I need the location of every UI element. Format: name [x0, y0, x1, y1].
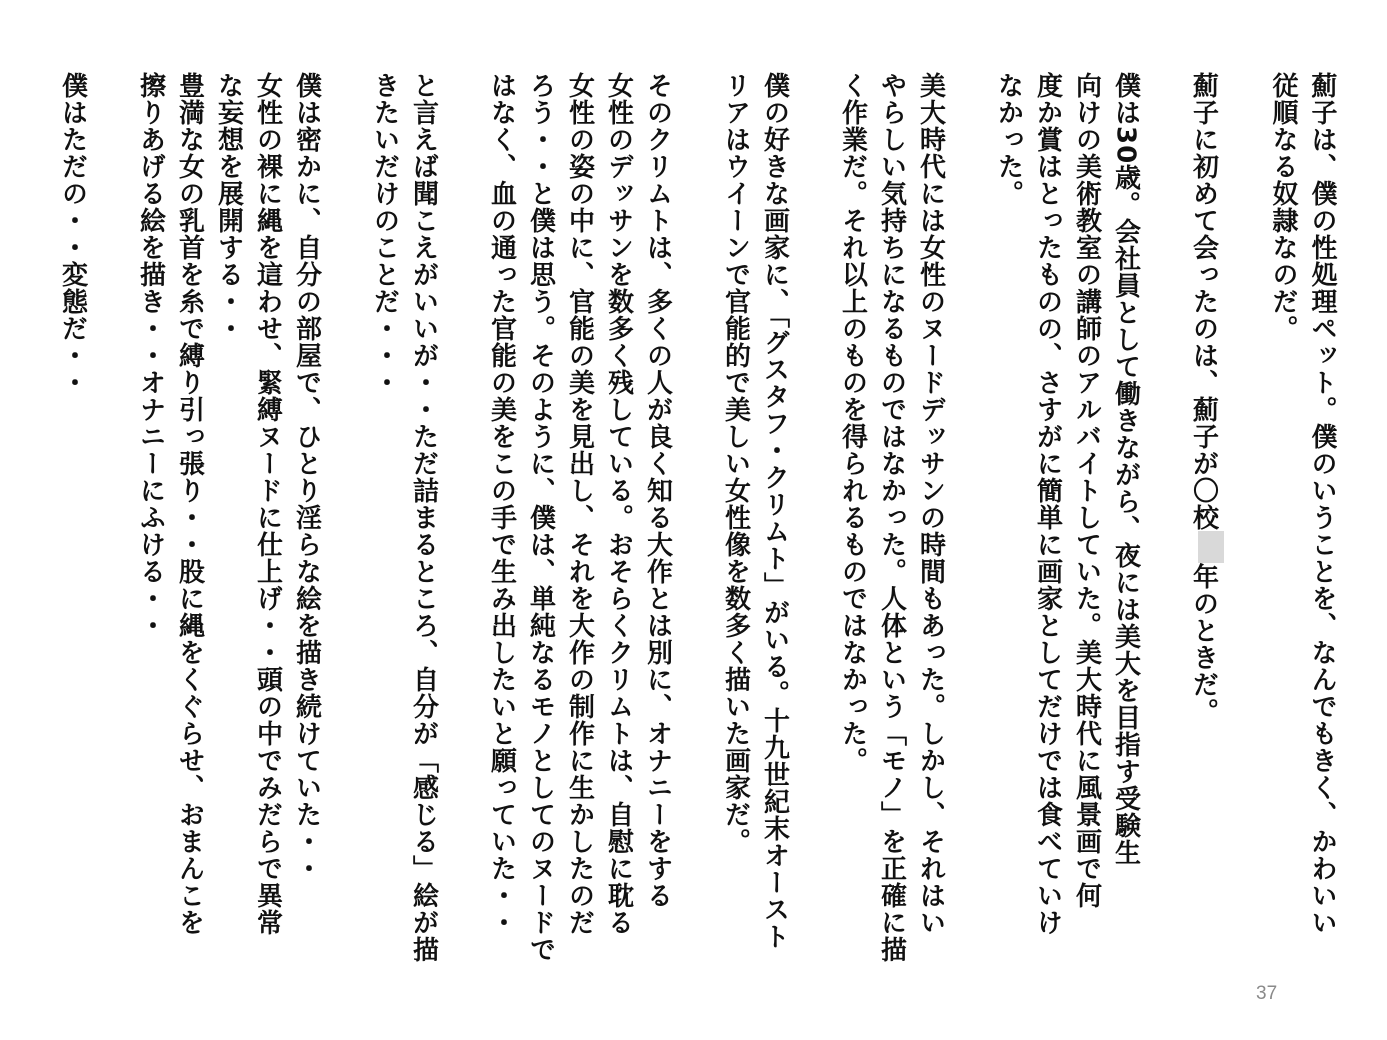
paragraph-4: [833, 72, 950, 1002]
text-line: はなく、血の通った官能の美をこの手で生み出したいと願っていた・・: [486, 72, 517, 936]
text-line: な妄想を展開する・・: [213, 72, 244, 342]
blank-line: [1145, 72, 1184, 1002]
text-line: く作業だ。それ以上のものを得られるものではなかった。: [837, 72, 868, 774]
text-line: 豊満な女の乳首を糸で縛り引っ張り・・股に縄をくぐらせ、おまんこを: [174, 72, 205, 936]
paragraph-7: [365, 72, 443, 1002]
text-line: リアはウイーンで官能的で美しい女性像を数多く描いた画家だ。: [720, 72, 751, 855]
text-line: やらしい気持ちになるものではなかった。人体という「モノ」を正確に描: [876, 72, 907, 963]
paragraph-1: [1263, 72, 1341, 1002]
paragraph-8: [131, 72, 326, 1002]
blank-line: [443, 72, 482, 1002]
text-line: なかった。: [993, 72, 1024, 207]
text-line: 擦りあげる絵を描き・・オナニーにふける・・: [135, 72, 166, 639]
text-line: 女性の姿の中に、官能の美を見出し、それを大作の制作に生かしたのだ: [564, 72, 595, 936]
text-line: 向けの美術教室の講師のアルバイトしていた。美大時代に風景画で何: [1071, 72, 1102, 909]
blank-line: [1224, 72, 1263, 1002]
blank-line: [794, 72, 833, 1002]
blank-line: [326, 72, 365, 1002]
blank-line: [92, 72, 131, 1002]
paragraph-5: [716, 72, 794, 1002]
paragraph-3: [989, 72, 1145, 1002]
blank-line: [950, 72, 989, 1002]
text-line: ろう・・と僕は思う。そのように、僕は、単純なるモノとしてのヌードで: [525, 72, 556, 963]
text-line: 美大時代には女性のヌードデッサンの時間もあった。しかし、それはい: [915, 72, 946, 936]
text-line: 僕は密かに、自分の部屋で、ひとり淫らな絵を描き続けていた・・: [291, 72, 322, 882]
paragraph-9: [53, 72, 92, 1002]
paragraph-2: [1184, 72, 1225, 1002]
text-line: きたいだけのことだ・・・: [369, 72, 400, 396]
redaction-box: [1198, 531, 1224, 563]
text-line: 年のときだ。: [1188, 563, 1219, 725]
text-line: 女性の裸に縄を這わせ、緊縛ヌードに仕上げ・・頭の中でみだらで異常: [252, 72, 283, 936]
text-line: と言えば聞こえがいいが・・ただ詰まるところ、自分が「感じる」絵が描: [408, 72, 439, 963]
text-line: そのクリムトは、多くの人が良く知る大作とは別に、オナニーをする: [642, 72, 673, 909]
paragraph-6: [482, 72, 677, 1002]
text-line: 女性のデッサンを数多く残している。おそらくクリムトは、自慰に耽る: [603, 72, 634, 936]
text-line: 僕はただの・・変態だ・・: [57, 72, 88, 396]
blank-line: [677, 72, 716, 1002]
text-line: 僕の好きな画家に、「グスタフ・クリムト」がいる。十九世紀末オースト: [759, 72, 790, 950]
text-line: 度か賞はとったものの、さすがに簡単に画家としてだけでは食べていけ: [1032, 72, 1063, 936]
text-line: 従順なる奴隷なのだ。: [1268, 72, 1298, 342]
vertical-body-text: [53, 72, 1342, 1002]
page-number: 37: [1256, 983, 1278, 1004]
text-line: 薊子に初めて会ったのは、薊子が〇校: [1188, 72, 1219, 531]
text-line: 薊子は、僕の性処理ペット。僕のいうことを、なんでもきく、かわいい: [1307, 72, 1337, 936]
text-line: 僕は30歳。会社員として働きながら、夜には美大を目指す受験生: [1110, 72, 1141, 867]
